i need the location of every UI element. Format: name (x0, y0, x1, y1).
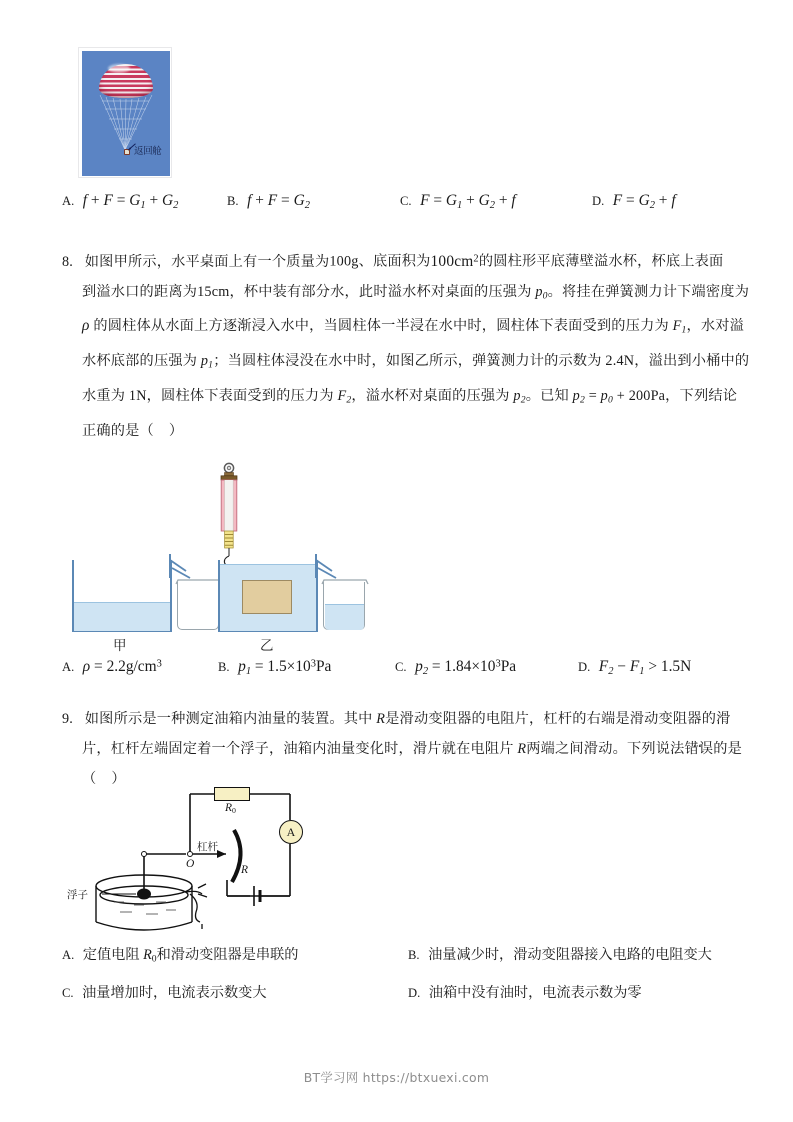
option-b-label: B. (227, 194, 239, 208)
q8-option-d-math: $F_2 - F_1 > 1.5N$ (598, 658, 692, 677)
footer-watermark: BT学习网 https://btxuexi.com (303, 1070, 490, 1085)
q8-option-a-math: $\rho = 2.2g/cm^3$ (82, 658, 162, 675)
lever-label: 杠杆 (197, 842, 218, 853)
q8-option-c[interactable] (395, 658, 516, 677)
option-d-label: D. (592, 194, 605, 208)
option-b-math: $f + F = G_2$ (247, 192, 310, 211)
option-c-math: $F = G_1 + G_2 + f$ (420, 192, 516, 211)
option-c-label: C. (400, 194, 412, 208)
question-8-line-3: ρ 的圆柱体从水面上方逐渐浸入水中，当圆柱体一半浸在水中时，圆柱体下表面受到的压力为 $F_1$，水对溢 (82, 317, 745, 337)
option-a[interactable] (62, 192, 178, 211)
option-c[interactable] (400, 192, 516, 211)
node-left (141, 851, 147, 857)
question-8-line-6: 正确的是（ ） (82, 422, 184, 439)
q9-option-b-text: 油量减少时，滑动变阻器接入电路的电阻变大 (428, 947, 712, 963)
question-8-line-5: 水重为 1N，圆柱体下表面受到的压力为 $F_2$，溢水杯对桌面的压强为 $p_2$。已知 $p_2 = p_0 + 200Pa$，下列结论 (82, 387, 738, 406)
q9-option-c-label: C. (62, 986, 74, 1000)
beaker-yi-lip-icon (320, 578, 370, 588)
cylinder-block-yi (242, 580, 292, 614)
q8-option-b-math: $p_1 = 1.5\times 10^3Pa$ (238, 658, 332, 677)
collected-water-yi (325, 604, 364, 630)
ammeter (279, 820, 303, 844)
q9-option-d[interactable] (408, 982, 642, 1002)
question-9-line-3: （ ） (82, 771, 126, 787)
q9-option-d-text: 油箱中没有油时，电流表示数为零 (428, 985, 642, 1001)
question-9-options-row-2 (62, 982, 742, 1012)
figure-label-yi: 乙 (260, 638, 274, 653)
question-9-number: 9. (62, 711, 74, 727)
q8-option-d-label: D. (578, 660, 591, 674)
float-label: 浮子 (67, 890, 88, 901)
option-a-label: A. (62, 194, 75, 208)
q8-option-b[interactable] (218, 658, 331, 677)
slider-arrow-icon (217, 850, 226, 858)
emphasis-word: 错误 ‥ (685, 741, 714, 757)
figure-oil-gauge-circuit (62, 782, 392, 942)
question-8-line-1: 8. 如图甲所示，水平桌面上有一个质量为100g、底面积为$100cm^2$的圆柱形平底薄壁溢水杯，杯底上表面 (62, 252, 724, 270)
q9-option-b[interactable] (408, 944, 712, 964)
question-8-number: 8. (62, 253, 74, 270)
q9-option-a-text: 定值电阻 $R_0$和滑动变阻器是串联的 (82, 947, 299, 965)
collection-beaker-jia (177, 582, 219, 630)
q9-option-a-label: A. (62, 948, 75, 962)
fixed-resistor-R0 (214, 787, 250, 801)
q9-option-a[interactable] (62, 944, 299, 965)
node-pivot (187, 851, 193, 857)
beaker-jia-lip-icon (174, 578, 224, 588)
rheostat-arc-icon (232, 830, 241, 882)
q9-option-d-label: D. (408, 986, 421, 1000)
q8-option-a-label: A. (62, 660, 75, 674)
fixed-resistor-label: $R_0$ (225, 802, 236, 816)
spout-yi-icon (312, 554, 344, 580)
rheostat-label: R (241, 864, 249, 876)
question-9-options-row-1 (62, 944, 742, 982)
q9-option-c-text: 油量增加时，电流表示数变大 (82, 985, 267, 1001)
pivot-label: O (186, 858, 195, 870)
ammeter-label: A (286, 825, 296, 839)
float-ball-icon (137, 889, 151, 900)
figure-label-jia: 甲 (113, 638, 127, 653)
content-column (62, 40, 750, 446)
spout-jia-icon (166, 554, 198, 580)
q8-option-c-math: $p_2 = 1.84\times 10^3Pa$ (415, 658, 517, 677)
q8-option-c-label: C. (395, 660, 407, 674)
question-8-options (62, 658, 734, 686)
water-jia (74, 602, 170, 631)
return-capsule-label: 返回舱 (134, 146, 162, 157)
q8-option-b-label: B. (218, 660, 230, 674)
option-a-math: $f + F = G_1 + G_2$ (82, 192, 179, 211)
q9-option-b-label: B. (408, 948, 420, 962)
question-9-line-1: 9. 如图所示是一种测定油箱内油量的装置。其中 R是滑动变阻器的电阻片，杠杆的右端是滑动变阻器的滑 (62, 711, 731, 727)
option-d-math: $F = G_2 + f$ (612, 192, 676, 211)
question-9-line-2: 片，杠杆左端固定着一个浮子，油箱内油量变化时，滑片就在电阻片 R两端之间滑动。下列说法错误 ‥的是 (82, 734, 742, 764)
question-8-line-2: 到溢水口的距离为15cm，杯中装有部分水，此时溢水杯对桌面的压强为 $p_0$。将挂在弹簧测力计下端密度为 (82, 283, 750, 302)
q8-option-d[interactable] (578, 658, 691, 677)
spring-scale-icon (216, 462, 242, 574)
q8-option-a[interactable] (62, 658, 162, 676)
option-b[interactable] (227, 192, 310, 211)
q9-option-c[interactable] (62, 982, 267, 1002)
option-d[interactable] (592, 192, 676, 211)
figure-overflow-cups (70, 462, 400, 652)
question-7-options (62, 192, 734, 222)
question-8-line-4: 水杯底部的压强为 $p_1$；当圆柱体浸没在水中时，如图乙所示，弹簧测力计的示数为 2.4N，溢出到小桶中的 (82, 353, 750, 371)
